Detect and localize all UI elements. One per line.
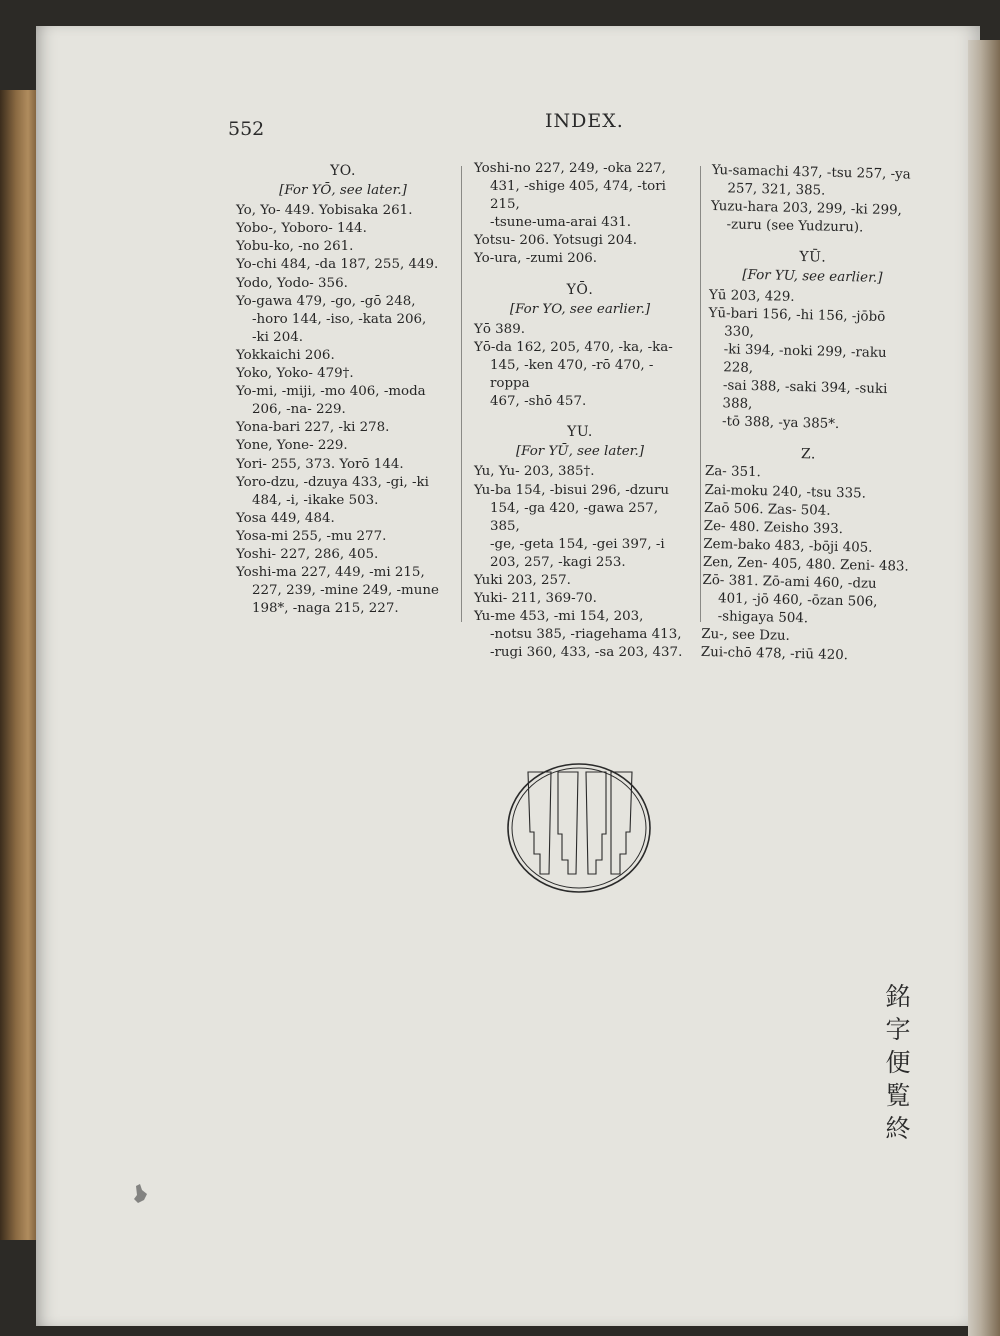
- index-column-1: [236, 162, 450, 618]
- colophon-char: 字: [885, 1015, 911, 1044]
- index-entry: Yū 203, 429.: [708, 287, 795, 305]
- index-entry: Yobo-, Yoboro- 144.: [236, 221, 367, 237]
- index-entry: Yoshi- 227, 286, 405.: [236, 546, 379, 562]
- index-entry: Zen, Zen- 405, 480. Zeni- 483.: [702, 554, 909, 575]
- cross-reference-note: [For YŌ, see later.]: [279, 183, 407, 199]
- index-entry: 203, 257, -kagi 253.: [490, 554, 626, 570]
- index-entry: Yodo, Yodo- 356.: [236, 275, 348, 291]
- column-rule: [461, 166, 462, 622]
- page-number: 552: [228, 118, 265, 140]
- cross-reference-note: [For YU, see earlier.]: [742, 268, 883, 287]
- index-entry: Yoko, Yoko- 479†.: [236, 366, 354, 382]
- index-entry: Yone, Yone- 229.: [236, 438, 348, 454]
- page-title: INDEX.: [545, 110, 624, 132]
- section-heading: YŪ.: [799, 249, 827, 266]
- column-rule: [700, 166, 701, 622]
- section-heading: Z.: [800, 446, 817, 463]
- index-entry: -zuru (see Yudzuru).: [726, 217, 864, 236]
- index-column-2: [474, 160, 686, 662]
- index-entry: Ze- 480. Zeisho 393.: [703, 518, 844, 537]
- section-heading: YŌ.: [566, 281, 594, 298]
- index-entry: Yobu-ko, -no 261.: [236, 239, 354, 255]
- japanese-colophon: [880, 980, 916, 1145]
- index-entry: Yo, Yo- 449. Yobisaka 261.: [236, 203, 413, 219]
- colophon-char: 終: [885, 1114, 911, 1143]
- colophon-char: 覧: [885, 1081, 911, 1110]
- index-entry: Yu-ba 154, -bisui 296, -dzuru: [474, 482, 669, 498]
- index-entry: 154, -ga 420, -gawa 257, 385,: [490, 500, 659, 534]
- index-entry: Zu-, see Dzu.: [701, 627, 791, 645]
- index-entry: Yo-mi, -miji, -mo 406, -moda: [236, 384, 426, 400]
- colophon-char: 便: [885, 1048, 911, 1077]
- section-gap: [474, 269, 686, 281]
- index-entry: Yori- 255, 373. Yorō 144.: [236, 456, 404, 472]
- index-entry: 257, 321, 385.: [727, 181, 826, 199]
- index-entry: Yotsu- 206. Yotsugi 204.: [474, 233, 638, 249]
- section-heading: YU.: [567, 424, 593, 441]
- index-entry: Yu-samachi 437, -tsu 257, -ya: [711, 162, 911, 183]
- index-entry: Yo-gawa 479, -go, -gō 248,: [236, 293, 416, 309]
- index-entry: -horo 144, -iso, -kata 206,: [252, 311, 427, 327]
- index-entry: Yoshi-ma 227, 449, -mi 215,: [236, 565, 425, 581]
- index-entry: Yokkaichi 206.: [236, 347, 335, 363]
- index-entry: 145, -ken 470, -rō 470, -roppa: [490, 357, 654, 392]
- index-entry: Yoro-dzu, -dzuya 433, -gi, -ki: [236, 474, 429, 490]
- page-edge: [968, 40, 1000, 1336]
- index-entry: 198*, -naga 215, 227.: [252, 601, 399, 617]
- colophon-char: 銘: [885, 982, 911, 1011]
- index-entry: Yu-me 453, -mi 154, 203,: [474, 609, 644, 625]
- index-entry: Yona-bari 227, -ki 278.: [236, 420, 390, 436]
- section-heading: YO.: [330, 163, 356, 179]
- index-entry: -rugi 360, 433, -sa 203, 437.: [490, 645, 683, 661]
- index-entry: 467, -shō 457.: [490, 394, 587, 410]
- index-entry: 484, -i, -ikake 503.: [252, 492, 379, 508]
- index-entry: Yoshi-no 227, 249, -oka 227,: [474, 161, 666, 176]
- index-entry: Yuzu-hara 203, 299, -ki 299,: [710, 199, 902, 219]
- index-entry: 401, -jō 460, -ōzan 506,: [717, 591, 878, 610]
- index-entry: Yū-bari 156, -hi 156, -jōbō 330,: [708, 305, 886, 340]
- index-column-3: [701, 162, 918, 667]
- index-entry: Yuki- 211, 369-70.: [474, 591, 597, 607]
- index-entry: Yō-da 162, 205, 470, -ka, -ka-: [474, 339, 673, 355]
- book-spine: [0, 90, 40, 1240]
- index-entry: -ge, -geta 154, -gei 397, -i: [490, 536, 665, 552]
- index-entry: -shigaya 504.: [717, 609, 809, 627]
- index-entry: -tō 388, -ya 385*.: [721, 414, 840, 433]
- index-entry: Yo-ura, -zumi 206.: [474, 251, 598, 267]
- index-entry: Yuki 203, 257.: [474, 572, 571, 588]
- index-entry: -sai 388, -saki 394, -suki 388,: [722, 378, 888, 413]
- index-entry: Zō- 381. Zō-ami 460, -dzu: [702, 572, 877, 592]
- index-entry: Yo-chi 484, -da 187, 255, 449.: [236, 257, 439, 273]
- index-entry: 227, 239, -mine 249, -mune: [252, 583, 439, 599]
- index-entry: Zai-moku 240, -tsu 335.: [704, 482, 867, 502]
- crest-emblem: [506, 762, 652, 894]
- cross-reference-note: [For YŪ, see later.]: [515, 444, 645, 460]
- index-entry: -tsune-uma-arai 431.: [490, 215, 632, 231]
- cross-reference-note: [For YO, see earlier.]: [509, 301, 651, 317]
- index-entry: Yu, Yu- 203, 385†.: [474, 464, 595, 480]
- index-entry: Za- 351.: [704, 464, 762, 481]
- index-entry: -ki 394, -noki 299, -raku 228,: [723, 342, 887, 376]
- index-entry: -ki 204.: [252, 329, 303, 345]
- section-gap: [474, 411, 686, 423]
- index-entry: Yosa-mi 255, -mu 277.: [236, 528, 387, 544]
- index-entry: Zem-bako 483, -bōji 405.: [703, 536, 873, 556]
- index-entry: Zaō 506. Zas- 504.: [703, 500, 831, 519]
- index-entry: Yō 389.: [474, 321, 525, 337]
- index-entry: 431, -shige 405, 474, -tori 215,: [490, 179, 666, 213]
- index-entry: Zui-chō 478, -riū 420.: [700, 645, 849, 664]
- index-entry: -notsu 385, -riagehama 413,: [490, 627, 682, 643]
- ink-mark: [130, 1182, 150, 1206]
- index-entry: 206, -na- 229.: [252, 402, 346, 418]
- index-entry: Yosa 449, 484.: [236, 510, 335, 526]
